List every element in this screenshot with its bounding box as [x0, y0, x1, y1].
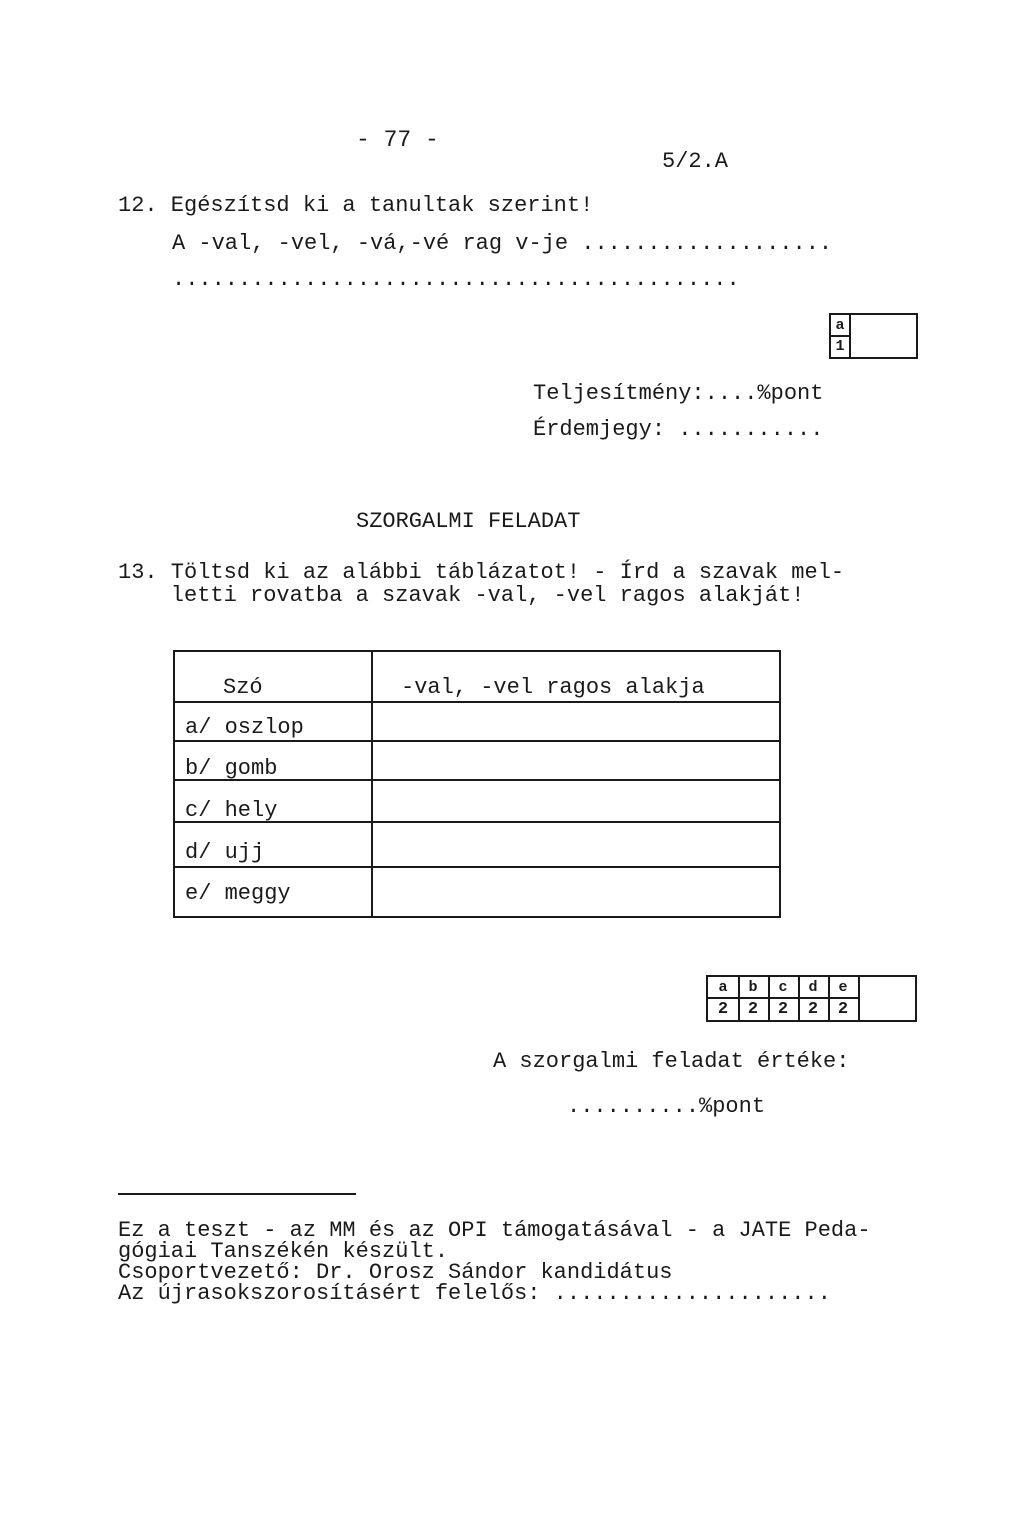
table-border-top — [173, 650, 781, 652]
score-grid-points: 2 — [807, 1000, 819, 1019]
task-13-instruction-line-2: letti rovatba a szavak -val, -vel ragos alakját! — [118, 583, 805, 608]
table-column-divider — [371, 650, 373, 918]
table-border-bottom — [173, 916, 781, 918]
score-grid-points: 2 — [837, 1000, 849, 1019]
score-grid-letter: a — [718, 979, 728, 996]
table-row-word: d/ ujj — [185, 840, 265, 865]
score-grid-divider — [708, 997, 858, 999]
table-header-word: Szó — [223, 675, 263, 700]
extra-task-value-points: ..........%pont — [567, 1094, 766, 1119]
table-row-word: c/ hely — [185, 798, 278, 823]
extra-task-score-grid — [706, 975, 917, 1022]
footnote-line-3: Csoportvezető: Dr. Orosz Sándor kandidátus — [118, 1260, 673, 1285]
table-border-right — [779, 650, 781, 918]
table-row-divider — [173, 740, 781, 742]
task-12-line-1: A -val, -vel, -vá,-vé rag v-je ................... — [172, 231, 833, 256]
table-row-word: b/ gomb — [185, 756, 278, 781]
score-grid-column-line — [858, 977, 860, 1020]
score-grid-points: 2 — [777, 1000, 789, 1019]
task-13-instruction-line-1: 13. Töltsd ki az alábbi táblázatot! - Írd a szavak mel- — [118, 560, 845, 585]
footnote-rule — [118, 1193, 356, 1195]
score-grid-points: 2 — [747, 1000, 759, 1019]
document-code: 5/2.A — [662, 149, 729, 174]
extra-task-heading: SZORGALMI FELADAT — [356, 509, 581, 534]
footnote-line-1: Ez a teszt - az MM és az OPI támogatásával - a JATE Peda- — [118, 1218, 871, 1243]
score-grid-letter: b — [748, 979, 758, 996]
performance-field: Teljesítmény:....%pont — [533, 381, 824, 406]
footnote-line-4: Az újrasokszorosításért felelős: ..................... — [118, 1281, 831, 1306]
score-grid-letter: c — [778, 979, 788, 996]
table-row-divider — [173, 701, 781, 703]
table-row-word: a/ oszlop — [185, 715, 304, 740]
answer-table — [173, 650, 781, 918]
task-12-line-2: ........................................... — [172, 267, 740, 292]
page-number: - 77 - — [356, 127, 439, 153]
score-grid-letter: d — [808, 979, 818, 996]
table-header-form: -val, -vel ragos alakja — [401, 675, 705, 700]
score-grid-points: 2 — [717, 1000, 729, 1019]
table-row-divider — [173, 866, 781, 868]
extra-task-value-label: A szorgalmi feladat értéke: — [493, 1049, 850, 1074]
task-12-score-divider — [831, 335, 849, 337]
task-12-score-points: 1 — [835, 338, 845, 355]
grade-field: Érdemjegy: ........... — [533, 417, 824, 442]
footnote-line-2: gógiai Tanszékén készült. — [118, 1239, 449, 1264]
score-grid-letter: e — [838, 979, 848, 996]
table-border-left — [173, 650, 175, 918]
table-row-word: e/ meggy — [185, 881, 291, 906]
task-12-score-column — [831, 315, 851, 357]
task-12-title: 12. Egészítsd ki a tanultak szerint! — [118, 193, 594, 218]
task-12-score-box — [829, 313, 918, 359]
task-12-score-letter: a — [835, 317, 845, 334]
